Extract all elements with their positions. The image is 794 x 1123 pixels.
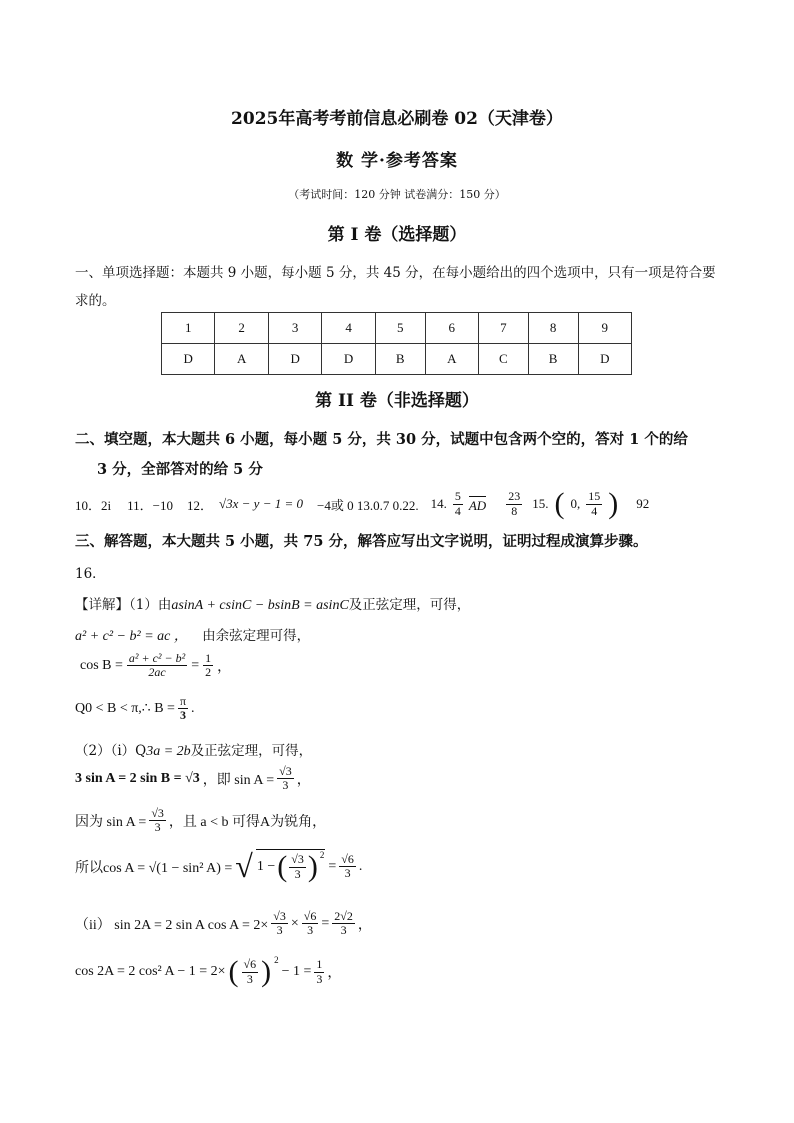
sqrt-icon: √ (235, 848, 253, 884)
cos-a-result (339, 853, 356, 880)
answer-number-cell: 3 (268, 313, 321, 344)
angle-b-range: Q0 < B < π,∴ B = (75, 701, 175, 717)
q15-numerator: 15 (588, 489, 601, 504)
answer-number-cell: 6 (425, 313, 478, 344)
answer-letter-cell: B (375, 344, 425, 375)
answer-table (161, 312, 632, 375)
solution-line-1 (75, 593, 470, 614)
solution-line-9 (75, 910, 372, 937)
half-fraction (203, 652, 213, 679)
close-paren: ) (307, 850, 318, 883)
solution-line-3 (80, 652, 231, 679)
choice-instruction-line2: 求的。 (75, 293, 116, 309)
one-third-denominator: 3 (316, 971, 323, 986)
solution-line-4 (75, 695, 195, 722)
square-exponent-2: 2 (274, 955, 279, 965)
solution-line-7 (75, 807, 326, 834)
root6-denominator: 3 (246, 971, 253, 986)
answer-letter-cell: A (425, 344, 478, 375)
solution-line-10 (75, 955, 341, 989)
cos-b-denominator: 2ac (148, 665, 166, 680)
times-sign: × (290, 915, 299, 931)
line-3-end: ， (217, 659, 232, 675)
sin-a-numerator-2: √3 (151, 806, 164, 820)
cos-2a-label: cos 2A = 2 cos² A − 1 = 2× (75, 964, 226, 979)
fraction-b-numerator: √6 (303, 909, 317, 923)
solution-line-2 (75, 624, 310, 645)
acute-angle-text: ，且 a < b 可得A为锐角， (168, 814, 327, 830)
answer-number-cell: 5 (375, 313, 425, 344)
exam-info: （考试时间：120 分钟 试卷满分：150 分） (288, 188, 506, 201)
one-third-numerator: 1 (316, 957, 323, 972)
condition-equation: 3a = 2b (146, 744, 191, 759)
equals-sign-3: = (321, 915, 330, 931)
part2-heading: 第 II 卷（非选择题） (315, 391, 479, 411)
answer-number-cell: 4 (322, 313, 375, 344)
solution-line-1-suffix: 及正弦定理，可得， (348, 597, 471, 613)
solution-line-5 (75, 739, 312, 760)
solution-line-5-suffix: 及正弦定理，可得， (190, 743, 313, 759)
equals-sign-2: = (328, 858, 337, 874)
q14-label: 14. (430, 496, 447, 511)
cos-a-label: 所以cos A = √(1 − sin² A) = (75, 860, 233, 876)
q11-answer: 11．−10 (127, 497, 173, 513)
line-6-end: ， (296, 772, 311, 788)
answer-number-cell: 1 (162, 313, 215, 344)
line-8-end: . (358, 858, 363, 874)
fraction-a-denominator: 3 (276, 923, 283, 938)
answer-letter-cell: A (215, 344, 268, 375)
answer-number-cell: 8 (528, 313, 578, 344)
root3-over-3 (289, 853, 306, 880)
solution-line-6 (75, 765, 311, 792)
q14-numerator: 5 (454, 489, 461, 504)
open-paren: ( (277, 850, 288, 883)
sin-a-denominator: 3 (282, 778, 289, 793)
sin-a-denominator-2: 3 (154, 820, 161, 835)
line-10-end: ， (327, 966, 342, 981)
fraction-c (332, 910, 355, 937)
part-2-prefix: （2）（i）Q (75, 743, 147, 759)
q14-second-numerator: 23 (508, 489, 521, 504)
answer-number-row (162, 313, 632, 344)
solution-line-8 (75, 848, 362, 885)
cosine-equation: a² + c² − b² = ac ， (75, 629, 188, 644)
q14-denominator: 4 (454, 503, 461, 518)
question-16-label: 16． (75, 566, 106, 582)
answer-letter-cell: C (479, 344, 529, 375)
fraction-a (271, 910, 288, 937)
fill-instruction-line1: 二、填空题，本大题共 6 小题，每小题 5 分，共 30 分，试题中包含两个空的，答对 1 个的给 (75, 431, 688, 448)
answer-number-cell: 9 (578, 313, 631, 344)
q12-13-answers: −4或 0 13.0.7 0.22. (317, 497, 419, 513)
answer-letter-cell: D (578, 344, 631, 375)
sqrt-radicand (256, 849, 326, 884)
cos-b-label: cos B = (80, 657, 123, 673)
q14-second-denominator: 8 (511, 503, 518, 518)
fill-answers-line (75, 486, 649, 522)
fraction-b (302, 910, 319, 937)
answer-letter-cell: D (162, 344, 215, 375)
fraction-b-denominator: 3 (307, 923, 314, 938)
root3-denominator: 3 (294, 866, 301, 881)
document-title: 2025年高考考前信息必刷卷 02（天津卷） (231, 109, 563, 129)
q15-denominator: 4 (591, 503, 598, 518)
answer-letter-cell: B (528, 344, 578, 375)
fraction-a-numerator: √3 (273, 909, 286, 923)
sin-2a-label: （ii） sin 2A = 2 sin A cos A = 2× (75, 917, 269, 933)
one-third (314, 958, 324, 985)
line-9-end: ， (357, 917, 372, 933)
fraction-c-numerator: 2√2 (334, 909, 353, 923)
fraction-c-denominator: 3 (340, 923, 347, 938)
answer-number-cell: 7 (479, 313, 529, 344)
pi-denominator: 3 (179, 708, 186, 723)
cos-a-result-denominator: 3 (344, 866, 351, 880)
answer-number-cell: 2 (215, 313, 268, 344)
q14-fraction (453, 490, 463, 517)
q14-vector: AD (468, 498, 487, 513)
q15-close-paren: ) (608, 487, 619, 520)
q15-open-paren: ( (554, 487, 565, 520)
pi-third-fraction (178, 695, 188, 722)
answer-letter-row (162, 344, 632, 375)
root6-over-3 (242, 958, 259, 985)
half-denominator: 2 (205, 665, 212, 680)
minus-one-equals: − 1 = (281, 964, 312, 979)
solution-detail-prefix: 【详解】（1）由 (75, 597, 172, 613)
cos-b-numerator: a² + c² − b² (128, 651, 186, 665)
one-minus: 1 − (256, 859, 276, 874)
choice-instruction-line1: 一、单项选择题：本题共 9 小题，每小题 5 分，共 45 分，在每小题给出的四个选项中，只有一项是符合要 (75, 265, 716, 281)
q10-answer: 10．2i (75, 497, 112, 513)
q15-zero: 0, (570, 496, 581, 511)
sin-a-fraction (277, 765, 294, 792)
cos-b-fraction (127, 652, 187, 679)
q12-label: 12． (186, 497, 213, 513)
answer-letter-cell: D (322, 344, 375, 375)
sin-a-numerator: √3 (279, 764, 292, 778)
q14-second-fraction (506, 490, 522, 517)
equals-sign: = (191, 657, 200, 673)
cos-a-result-numerator: √6 (341, 851, 354, 866)
answer-letter-cell: D (268, 344, 321, 375)
line-4-end: . (191, 700, 195, 716)
close-paren-2: ) (261, 955, 272, 988)
sin-a-fraction-2 (149, 807, 166, 834)
because-sin-a: 因为 sin A = (75, 814, 147, 830)
half-numerator: 1 (205, 651, 212, 665)
square-exponent: 2 (319, 850, 325, 860)
open-paren-2: ( (228, 955, 239, 988)
root3-numerator: √3 (291, 852, 304, 867)
sine-rule-equation: asinA + csinC − bsinB = asinC (171, 598, 349, 613)
part1-heading: 第 I 卷（选择题） (327, 225, 467, 245)
solve-instruction: 三、解答题，本大题共 5 小题，共 75 分，解答应写出文字说明，证明过程成演算步骤。 (75, 533, 648, 550)
fill-instruction-line2: 3 分，全部答对的给 5 分 (97, 461, 263, 478)
sin-a-label: ，即 sin A = (202, 772, 275, 788)
last-answer: 92 (636, 496, 650, 511)
document-subtitle: 数 学·参考答案 (336, 151, 458, 171)
solution-line-2-suffix: 由余弦定理可得， (202, 628, 311, 644)
q12-expression: √3x − y − 1 = 0 (219, 496, 303, 511)
sine-equation: 3 sin A = 2 sin B = √3 (75, 770, 200, 786)
q15-label: 15. (532, 496, 549, 511)
root6-numerator: √6 (243, 957, 257, 972)
q15-fraction (586, 490, 602, 517)
pi-numerator: π (179, 694, 187, 708)
